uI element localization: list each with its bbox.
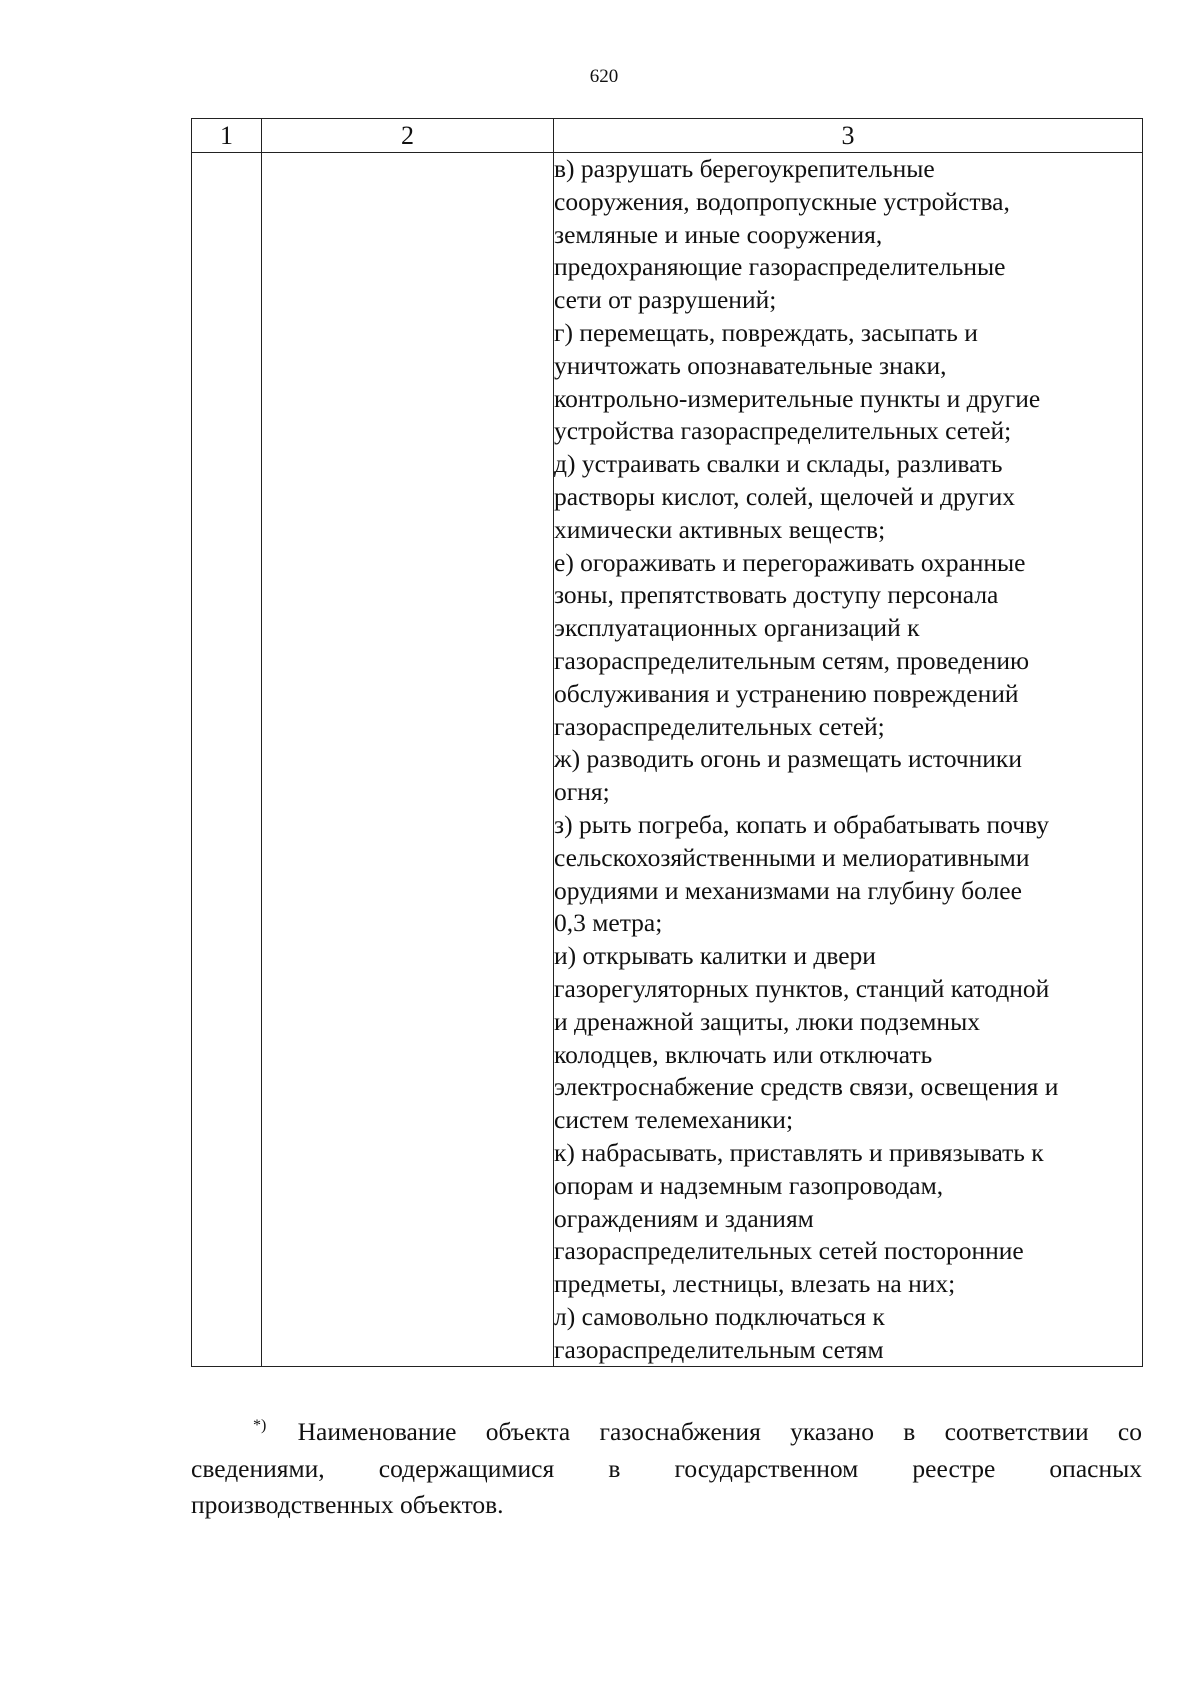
footnote-line: сведениями, содержащимися в государственном реестре опасных	[191, 1453, 1142, 1483]
column-header-3: 3	[554, 119, 1143, 153]
footnote-text: Наименование объекта газоснабжения указано в соответствии со	[297, 1417, 1143, 1446]
text-line: растворы кислот, солей, щелочей и других	[554, 481, 1015, 511]
text-line: газораспределительным сетям, проведению	[554, 645, 1030, 675]
text-line: к) набрасывать, приставлять и привязывать к	[554, 1137, 1044, 1167]
text-line: и дренажной защиты, люки подземных	[554, 1006, 980, 1036]
text-line: л) самовольно подключаться к	[554, 1301, 885, 1331]
text-line: химически активных веществ;	[554, 514, 886, 544]
column-header-1: 1	[192, 119, 262, 153]
text-line: эксплуатационных организаций к	[554, 613, 920, 643]
text-line: д) устраивать свалки и склады, разливать	[554, 449, 1003, 479]
text-line: огня;	[554, 777, 610, 807]
text-line: опорам и надземным газопроводам,	[554, 1170, 944, 1200]
footnote-line	[191, 1408, 1142, 1451]
text-line: сооружения, водопропускные устройства,	[554, 186, 1010, 216]
text-line: и) открывать калитки и двери	[554, 941, 876, 971]
document-table	[191, 118, 1143, 1367]
table-cell-col1	[192, 153, 262, 1367]
text-line: колодцев, включать или отключать	[554, 1039, 933, 1069]
text-line: в) разрушать берегоукрепительные	[554, 154, 935, 183]
text-line: газорегуляторных пунктов, станций катодной	[554, 973, 1050, 1003]
text-line: систем телемеханики;	[554, 1105, 794, 1135]
text-line: е) огораживать и перегораживать охранные	[554, 547, 1026, 577]
text-line: контрольно-измерительные пункты и другие	[554, 383, 1041, 413]
footnote	[191, 1408, 1142, 1524]
text-line: электроснабжение средств связи, освещения и	[554, 1072, 1059, 1102]
text-line: сельскохозяйственными и мелиоративными	[554, 842, 1030, 872]
footnote-marker: *)	[253, 1417, 267, 1434]
table-row	[192, 153, 1143, 1367]
text-line: обслуживания и устранению повреждений	[554, 678, 1019, 708]
text-line: г) перемещать, повреждать, засыпать и	[554, 317, 978, 347]
text-line: 0,3 метра;	[554, 908, 663, 938]
text-line: з) рыть погреба, копать и обрабатывать почву	[554, 809, 1049, 839]
text-line: ограждениям и зданиям	[554, 1203, 814, 1233]
table-cell-col2	[262, 153, 554, 1367]
page-number: 620	[589, 66, 619, 87]
text-line: предметы, лестницы, влезать на них;	[554, 1269, 956, 1299]
text-line: зоны, препятствовать доступу персонала	[554, 580, 999, 610]
text-line: орудиями и механизмами на глубину более	[554, 875, 1022, 905]
table-header-row	[192, 119, 1143, 153]
text-line: газораспределительных сетей;	[554, 711, 885, 741]
table-cell-col3	[554, 153, 1143, 1367]
text-line: сети от разрушений;	[554, 285, 777, 315]
prohibition-list	[554, 153, 1142, 1366]
text-line: предохраняющие газораспределительные	[554, 252, 1006, 282]
text-line: газораспределительным сетям	[554, 1334, 884, 1364]
text-line: уничтожать опознавательные знаки,	[554, 350, 947, 380]
text-line: земляные и иные сооружения,	[554, 219, 883, 249]
text-line: газораспределительных сетей посторонние	[554, 1236, 1024, 1266]
text-line: устройства газораспределительных сетей;	[554, 416, 1012, 446]
column-header-2: 2	[262, 119, 554, 153]
text-line: ж) разводить огонь и размещать источники	[554, 744, 1022, 774]
footnote-line: производственных объектов.	[191, 1490, 504, 1519]
